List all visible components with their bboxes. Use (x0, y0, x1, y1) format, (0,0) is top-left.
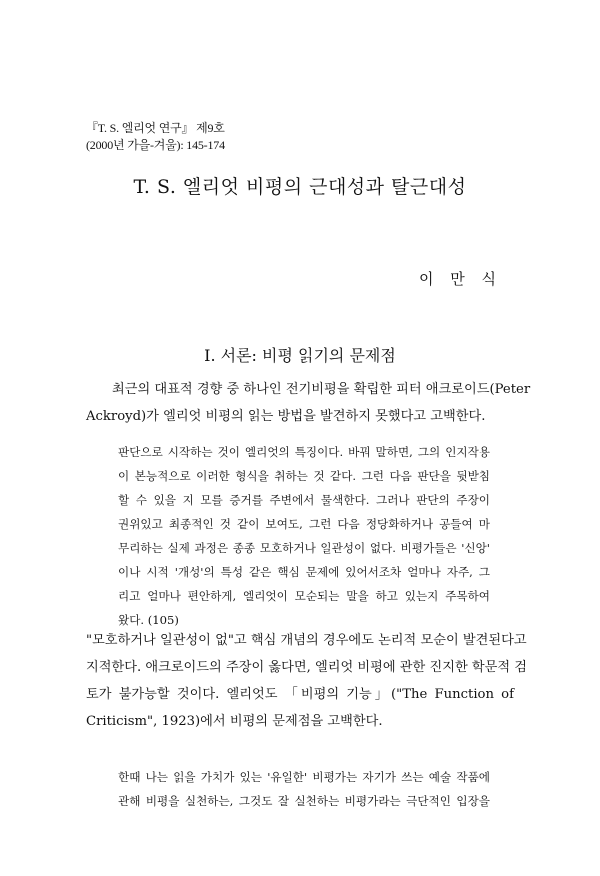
quote-line: 한때 나는 읽을 가치가 있는 '유일한' 비평가는 자기가 쓰는 예술 작품에 (118, 770, 490, 784)
paragraph-line: 지적한다. 애크로이드의 주장이 옳다면, 엘리엇 비평에 관한 진지한 학문적 검 (86, 660, 528, 675)
quote-line: 이나 시적 '개성'의 특성 같은 핵심 문제에 있어서조차 얼마나 자주, 그 (118, 565, 490, 579)
quote-line: 권위있고 최종적인 것 같이 보여도, 그런 다음 정당화하거나 공들여 마 (118, 517, 490, 531)
paragraph-line: 토가 불가능할 것이다. 엘리엇도 「비평의 기능」("The Function of (86, 687, 514, 702)
paragraph-line: 최근의 대표적 경향 중 하나인 전기비평을 확립한 피터 애크로이드(Peter (112, 382, 531, 397)
block-quote-ackroyd (118, 440, 490, 632)
journal-title-line: 『T. S. 엘리엇 연구』 제9호 (86, 121, 225, 135)
block-quote-eliot (118, 765, 490, 813)
quote-line: 할 수 있을 지 모를 증거를 주변에서 물색한다. 그러나 판단의 주장이 (118, 493, 490, 507)
paragraph-commentary (86, 627, 528, 735)
paragraph-line: Ackroyd)가 엘리엇 비평의 읽는 방법을 발견하지 못했다고 고백한다. (86, 409, 486, 424)
paragraph-line: Criticism", 1923)에서 비평의 문제점을 고백한다. (86, 714, 383, 729)
quote-line: 왔다. (105) (118, 613, 179, 627)
quote-line: 판단으로 시작하는 것이 엘리엇의 특징이다. 바꿔 말하면, 그의 인지작용 (118, 445, 490, 459)
article-title: T. S. 엘리엇 비평의 근대성과 탈근대성 (133, 176, 467, 198)
section-heading: I. 서론: 비평 읽기의 문제점 (204, 346, 396, 365)
journal-issue-line: (2000년 가을-겨울): 145-174 (86, 138, 225, 152)
paragraph-intro (86, 376, 531, 430)
paragraph-line: "모호하거나 일관성이 없"고 핵심 개념의 경우에도 논리적 모순이 발견된다고 (86, 633, 527, 648)
quote-line: 리고 얼마나 편안하게, 엘리엇이 모순되는 말을 하고 있는지 주목하여 (118, 589, 490, 603)
quote-line: 이 본능적으로 이러한 형식을 취하는 것 같다. 그런 다음 판단을 뒷받침 (118, 469, 490, 483)
author-name: 이 만 식 (418, 270, 502, 288)
journal-info (86, 120, 225, 154)
quote-line: 관해 비평을 실천하는, 그것도 잘 실천하는 비평가라는 극단적인 입장을 (118, 794, 490, 808)
quote-line: 무리하는 실제 과정은 종종 모호하거나 일관성이 없다. 비평가들은 '신앙' (118, 541, 490, 555)
